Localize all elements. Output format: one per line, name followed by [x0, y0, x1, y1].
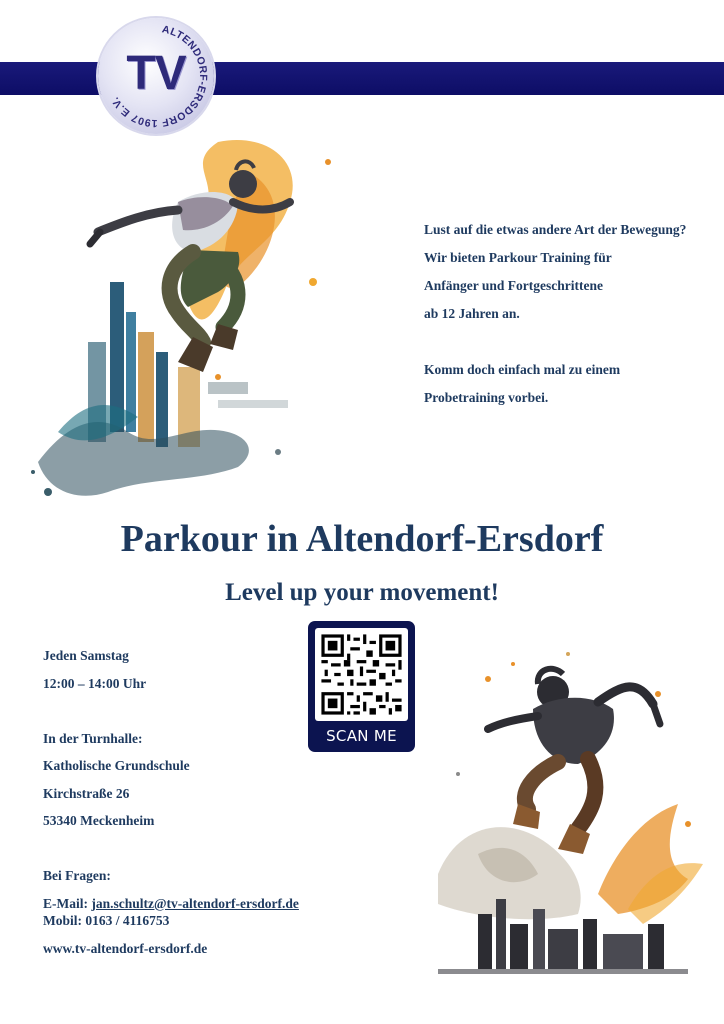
- intro-text: [424, 216, 720, 412]
- location-street: Kirchstraße 26: [43, 785, 130, 801]
- location-city: 53340 Meckenheim: [43, 813, 155, 828]
- contact-email-line: [43, 895, 383, 912]
- contact-phone: Mobil: 0163 / 4116753: [43, 912, 170, 928]
- intro-line: Probetraining vorbei.: [424, 390, 549, 405]
- qr-scan-label: SCAN ME: [326, 727, 397, 745]
- logo-ring-text: ALTENDORF-ERSDORF 1907 E.V.: [109, 23, 210, 130]
- logo-initials: TV: [126, 47, 186, 100]
- location-name: Katholische Grundschule: [43, 758, 190, 773]
- intro-line: Wir bieten Parkour Training für: [424, 250, 612, 265]
- page-title: Parkour in Altendorf-Ersdorf: [120, 518, 604, 560]
- intro-line: ab 12 Jahren an.: [424, 306, 520, 321]
- email-link[interactable]: jan.schultz@tv-altendorf-ersdorf.de: [91, 895, 299, 911]
- parkour-jumper-illustration-bottom: [418, 624, 718, 984]
- location-label: In der Turnhalle:: [43, 730, 143, 746]
- qr-pattern: [315, 628, 408, 721]
- intro-line: Komm doch einfach mal zu einem: [424, 362, 621, 377]
- page-subtitle: Level up your movement!: [225, 579, 499, 606]
- parkour-jumper-illustration-top: [28, 132, 358, 518]
- website-link[interactable]: www.tv-altendorf-ersdorf.de: [43, 940, 208, 956]
- qr-code-icon[interactable]: [308, 621, 415, 752]
- email-prefix: E-Mail:: [43, 895, 92, 911]
- club-logo-icon: [98, 18, 214, 134]
- qr-code-image: [315, 628, 408, 721]
- intro-line: Anfänger und Fortgeschrittene: [424, 278, 603, 293]
- schedule-time: 12:00 – 14:00 Uhr: [43, 675, 147, 691]
- intro-line: Lust auf die etwas andere Art der Bewegung?: [424, 222, 687, 237]
- contact-label: Bei Fragen:: [43, 868, 111, 883]
- schedule-day: Jeden Samstag: [43, 648, 129, 663]
